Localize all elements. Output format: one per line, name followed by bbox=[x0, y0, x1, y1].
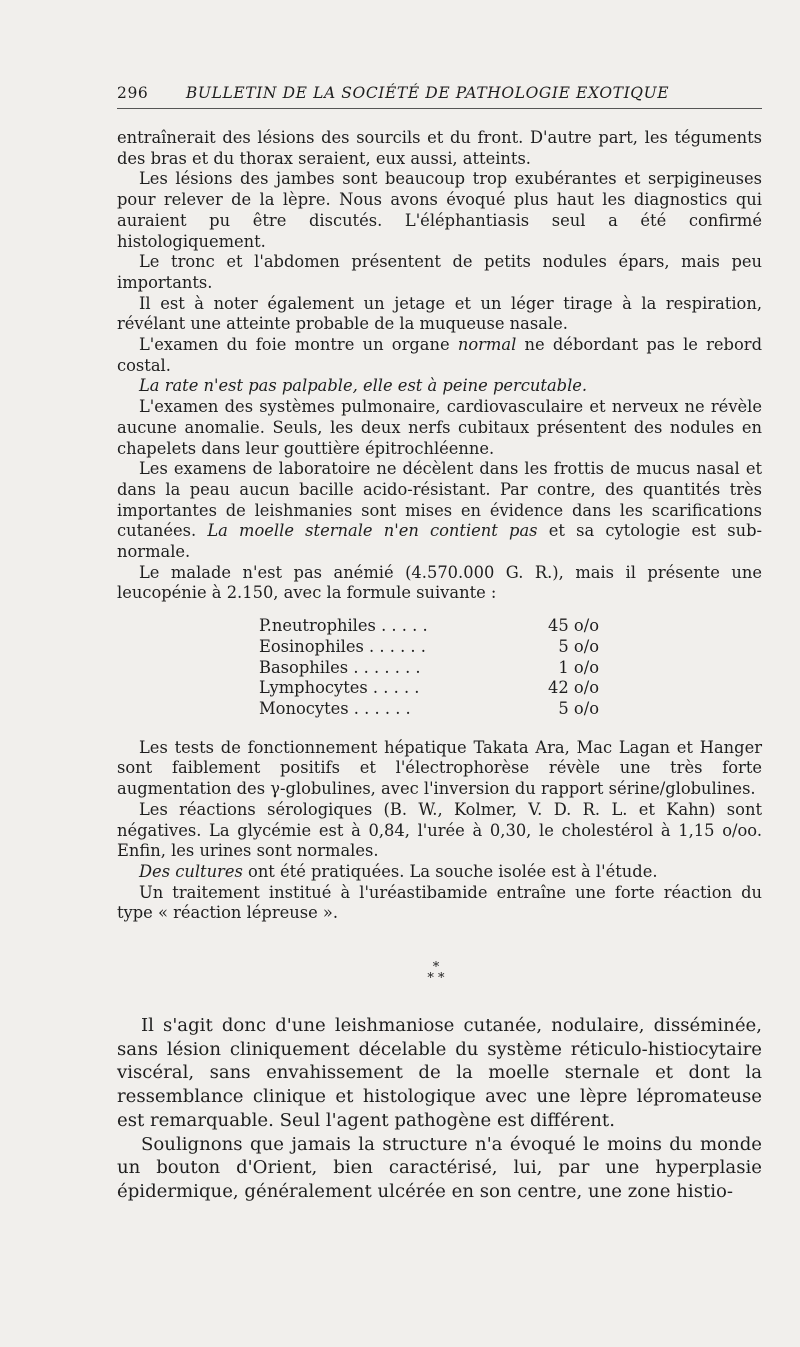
lab-paragraph bbox=[117, 459, 762, 563]
cultures-text: ont été pratiquées. La souche isolée est à l'étude. bbox=[242, 861, 658, 881]
separator-star: * bbox=[432, 960, 440, 975]
paragraph: Il est à noter également un jetage et un léger tirage à la respiration, révélant une atteinte probable de la muqueuse nasale. bbox=[117, 293, 762, 334]
running-header bbox=[117, 84, 762, 109]
case-description bbox=[117, 128, 762, 924]
paragraph: Il s'agit donc d'une leishmaniose cutanée, nodulaire, disséminée, sans lésion cliniquement décelable du système réticulo-histiocytaire viscéral, sans envahissement de la moelle sternale et dont la ressemblance clinique et histologique avec une lèpre lépromateuse est remarquable. Seul l'agent pathogène est différent. bbox=[117, 1015, 762, 1131]
liver-text-end: ne débordant pas le rebord costal. bbox=[117, 335, 762, 375]
cultures-italic: Des cultures bbox=[139, 861, 243, 881]
paragraph: L'examen des systèmes pulmonaire, cardiovasculaire et nerveux ne révèle aucune anomalie. Seuls, les deux nerfs cubitaux présentent des nodules en chapelets dans leur gouttière épitrochléenne. bbox=[117, 397, 762, 458]
paragraph: entraînerait des lésions des sourcils et du front. D'autre part, les téguments des bras et du thorax seraient, eux aussi, atteints. bbox=[117, 128, 762, 168]
lab-text: Les examens de laboratoire ne décèlent dans les frottis de mucus nasal et dans la peau aucun bacille acido-résistant. Par contre, des quantités très importantes de leishmanies sont mises en évidence dans les scarifications cutanées. bbox=[117, 459, 762, 541]
formula-row bbox=[259, 699, 619, 720]
formula-row bbox=[259, 637, 619, 658]
formula-value: 42 o/o bbox=[548, 678, 599, 698]
paragraph: Les réactions sérologiques (B. W., Kolmer, V. D. R. L. et Kahn) sont négatives. La glycémie est à 0,84, l'urée à 0,30, le cholestérol à 1,15 o/oo. Enfin, les urines sont normales. bbox=[117, 799, 762, 861]
liver-text: L'examen du foie montre un organe bbox=[139, 335, 458, 355]
anemia-paragraph: Le malade n'est pas anémié (4.570.000 G. R.), mais il présente une leucopénie à 2.150, avec la formule suivante : bbox=[117, 562, 762, 603]
spleen-italic: La rate n'est pas palpable, elle est à peine percutable. bbox=[139, 376, 588, 396]
spleen-paragraph bbox=[117, 376, 762, 397]
formula-label: Lymphocytes . . . . . bbox=[259, 678, 420, 698]
lab-text-end: et sa cytologie est sub-normale. bbox=[117, 521, 762, 562]
formula-value: 5 o/o bbox=[558, 636, 599, 656]
liver-italic: normal bbox=[457, 335, 517, 355]
formula-value: 5 o/o bbox=[558, 698, 599, 718]
journal-title: BULLETIN DE LA SOCIÉTÉ DE PATHOLOGIE EXOTIQUE bbox=[185, 84, 670, 102]
paragraph: Soulignons que jamais la structure n'a évoqué le moins du monde un bouton d'Orient, bien caractérisé, lui, par une hyperplasie épidermique, généralement ulcérée en son centre, une zone histio- bbox=[117, 1133, 762, 1202]
formula-row bbox=[259, 658, 619, 679]
conclusion bbox=[117, 1014, 762, 1204]
formula-label: P.neutrophiles . . . . . bbox=[259, 616, 428, 636]
formula-row bbox=[259, 616, 619, 637]
formula-label: Monocytes . . . . . . bbox=[259, 698, 411, 718]
formula-value: 1 o/o bbox=[558, 657, 599, 677]
formula-row bbox=[259, 678, 619, 699]
paragraph: Les lésions des jambes sont beaucoup trop exubérantes et serpigineuses pour relever de la lèpre. Nous avons évoqué plus haut les diagnostics qui auraient pu être discutés. L'éléphantiasis seul a été confirmé histologiquement. bbox=[117, 169, 762, 251]
formula-label: Basophiles . . . . . . . bbox=[259, 657, 421, 677]
lab-italic: La moelle sternale n'en contient pas bbox=[207, 521, 538, 541]
formula-value: 45 o/o bbox=[548, 616, 599, 636]
page-number: 296 bbox=[117, 84, 149, 102]
cultures-paragraph bbox=[117, 862, 762, 883]
liver-paragraph bbox=[117, 335, 762, 376]
leukocyte-formula bbox=[259, 616, 619, 720]
treatment-paragraph: Un traitement institué à l'uréastibamide entraîne une forte réaction du type « réaction lépreuse ». bbox=[117, 882, 762, 923]
separator-stars: * * bbox=[427, 971, 445, 986]
formula-label: Eosinophiles . . . . . . bbox=[259, 636, 426, 656]
paragraph: Le tronc et l'abdomen présentent de petits nodules épars, mais peu importants. bbox=[117, 252, 762, 292]
section-separator bbox=[416, 962, 456, 984]
paragraph: Les tests de fonctionnement hépatique Takata Ara, Mac Lagan et Hanger sont faiblement positifs et l'électrophorèse révèle une très forte augmentation des γ-globulines, avec l'inversion du rapport sérine/globulines. bbox=[117, 737, 762, 799]
